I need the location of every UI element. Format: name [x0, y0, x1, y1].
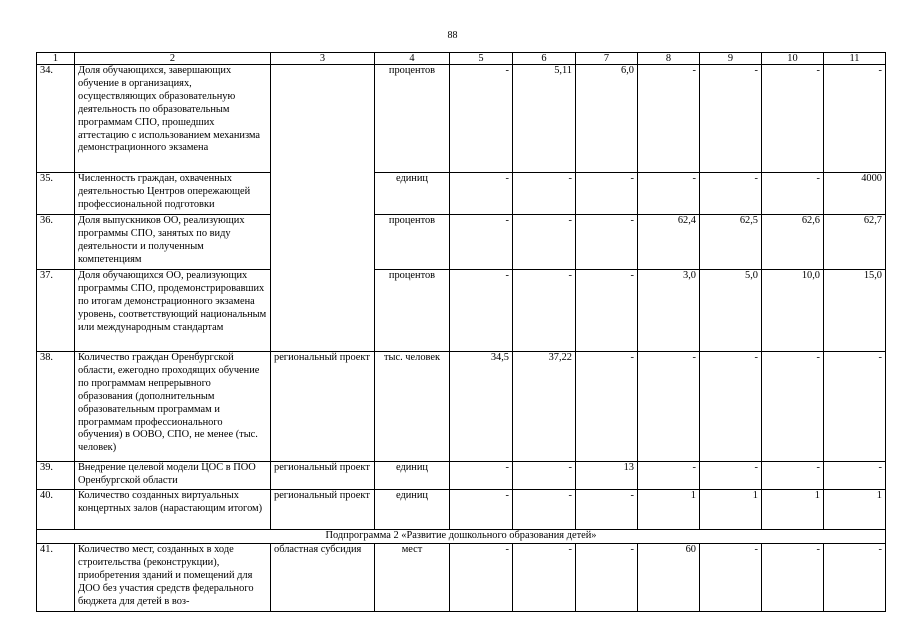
- value-cell: -: [762, 352, 824, 462]
- value-cell: -: [513, 462, 576, 490]
- value-cell: 1: [762, 490, 824, 530]
- table-row: [37, 270, 886, 352]
- value-cell: -: [638, 352, 700, 462]
- value-cell: 3,0: [638, 270, 700, 352]
- value-cell: -: [513, 173, 576, 215]
- value-cell: 62,5: [700, 215, 762, 270]
- value-cell: -: [450, 173, 513, 215]
- column-header: 4: [375, 53, 450, 65]
- row-number: 36.: [37, 215, 75, 270]
- row-number: 37.: [37, 270, 75, 352]
- value-cell: -: [576, 215, 638, 270]
- column-header: 11: [824, 53, 886, 65]
- value-cell: -: [638, 173, 700, 215]
- indicator-name: Количество мест, созданных в ходе строительства (реконструкции), приобретения зданий и помещений для ДОО без участия средств федерального бюджета для детей в воз-: [75, 544, 271, 612]
- value-cell: -: [638, 65, 700, 173]
- value-cell: 4000: [824, 173, 886, 215]
- indicator-unit: процентов: [375, 270, 450, 352]
- column-header: 6: [513, 53, 576, 65]
- indicator-name: Доля обучающихся ОО, реализующих программы СПО, продемонстрировавших по итогам демонстрационного экзамена уровень, соответствующий национальным или международным стандартам: [75, 270, 271, 352]
- value-cell: -: [576, 490, 638, 530]
- indicator-unit: процентов: [375, 215, 450, 270]
- row-number: 40.: [37, 490, 75, 530]
- value-cell: -: [513, 270, 576, 352]
- indicators-table: [36, 52, 886, 612]
- column-header: 8: [638, 53, 700, 65]
- indicator-name: Количество созданных виртуальных концертных залов (нарастающим итогом): [75, 490, 271, 530]
- indicator-name: Количество граждан Оренбургской области, ежегодно проходящих обучение по программам непрерывного образования (дополнительным образовательным программам и программам профессионального обучения) в ООВО, СПО, не менее (тыс. человек): [75, 352, 271, 462]
- subprogram-title: Подпрограмма 2 «Развитие дошкольного образования детей»: [37, 530, 886, 544]
- indicator-unit: мест: [375, 544, 450, 612]
- value-cell: 5,0: [700, 270, 762, 352]
- value-cell: 1: [700, 490, 762, 530]
- row-number: 35.: [37, 173, 75, 215]
- page-number: 88: [447, 30, 458, 41]
- column-header: 10: [762, 53, 824, 65]
- value-cell: -: [700, 173, 762, 215]
- row-number: 38.: [37, 352, 75, 462]
- column-number-header-row: [37, 53, 886, 65]
- value-cell: -: [513, 544, 576, 612]
- value-cell: 10,0: [762, 270, 824, 352]
- table-row: [37, 352, 886, 462]
- value-cell: 5,11: [513, 65, 576, 173]
- indicator-source: областная субсидия: [271, 544, 375, 612]
- value-cell: 34,5: [450, 352, 513, 462]
- column-header: 5: [450, 53, 513, 65]
- value-cell: -: [513, 215, 576, 270]
- value-cell: 37,22: [513, 352, 576, 462]
- value-cell: -: [576, 270, 638, 352]
- value-cell: -: [513, 490, 576, 530]
- value-cell: -: [762, 65, 824, 173]
- indicator-unit: процентов: [375, 65, 450, 173]
- table-row: [37, 462, 886, 490]
- value-cell: 15,0: [824, 270, 886, 352]
- table-row: [37, 65, 886, 173]
- value-cell: -: [762, 462, 824, 490]
- value-cell: -: [638, 462, 700, 490]
- value-cell: 1: [824, 490, 886, 530]
- indicator-source: региональный проект: [271, 352, 375, 462]
- indicator-unit: единиц: [375, 490, 450, 530]
- column-header: 7: [576, 53, 638, 65]
- value-cell: 62,7: [824, 215, 886, 270]
- value-cell: -: [450, 65, 513, 173]
- value-cell: -: [762, 173, 824, 215]
- value-cell: -: [824, 544, 886, 612]
- indicator-source: региональный проект: [271, 490, 375, 530]
- indicator-unit: единиц: [375, 173, 450, 215]
- value-cell: -: [576, 352, 638, 462]
- value-cell: 1: [638, 490, 700, 530]
- value-cell: -: [576, 173, 638, 215]
- row-number: 41.: [37, 544, 75, 612]
- table-row: [37, 173, 886, 215]
- subprogram-section-row: [37, 530, 886, 544]
- table-row: [37, 490, 886, 530]
- table-row: [37, 215, 886, 270]
- value-cell: 62,6: [762, 215, 824, 270]
- value-cell: -: [576, 544, 638, 612]
- indicator-unit: тыс. человек: [375, 352, 450, 462]
- value-cell: 62,4: [638, 215, 700, 270]
- value-cell: 60: [638, 544, 700, 612]
- indicator-name: Внедрение целевой модели ЦОС в ПОО Оренбургской области: [75, 462, 271, 490]
- indicator-source: [271, 65, 375, 352]
- column-header: 3: [271, 53, 375, 65]
- column-header: 9: [700, 53, 762, 65]
- value-cell: -: [824, 462, 886, 490]
- indicator-unit: единиц: [375, 462, 450, 490]
- value-cell: -: [450, 544, 513, 612]
- row-number: 39.: [37, 462, 75, 490]
- value-cell: -: [450, 215, 513, 270]
- value-cell: -: [700, 65, 762, 173]
- value-cell: -: [824, 65, 886, 173]
- indicator-name: Доля обучающихся, завершающих обучение в организациях, осуществляющих образовательную деятельность по образовательным программам СПО, прошедших аттестацию с использованием механизма демонстрационного экзамена: [75, 65, 271, 173]
- value-cell: -: [700, 544, 762, 612]
- column-header: 2: [75, 53, 271, 65]
- table-row: [37, 544, 886, 612]
- indicator-source: региональный проект: [271, 462, 375, 490]
- value-cell: -: [700, 352, 762, 462]
- value-cell: -: [824, 352, 886, 462]
- column-header: 1: [37, 53, 75, 65]
- indicator-name: Доля выпускников ОО, реализующих программы СПО, занятых по виду деятельности и полученным компетенциям: [75, 215, 271, 270]
- value-cell: -: [450, 270, 513, 352]
- value-cell: -: [700, 462, 762, 490]
- value-cell: -: [762, 544, 824, 612]
- value-cell: 6,0: [576, 65, 638, 173]
- row-number: 34.: [37, 65, 75, 173]
- indicator-name: Численность граждан, охваченных деятельностью Центров опережающей профессиональной подготовки: [75, 173, 271, 215]
- value-cell: -: [450, 462, 513, 490]
- value-cell: 13: [576, 462, 638, 490]
- value-cell: -: [450, 490, 513, 530]
